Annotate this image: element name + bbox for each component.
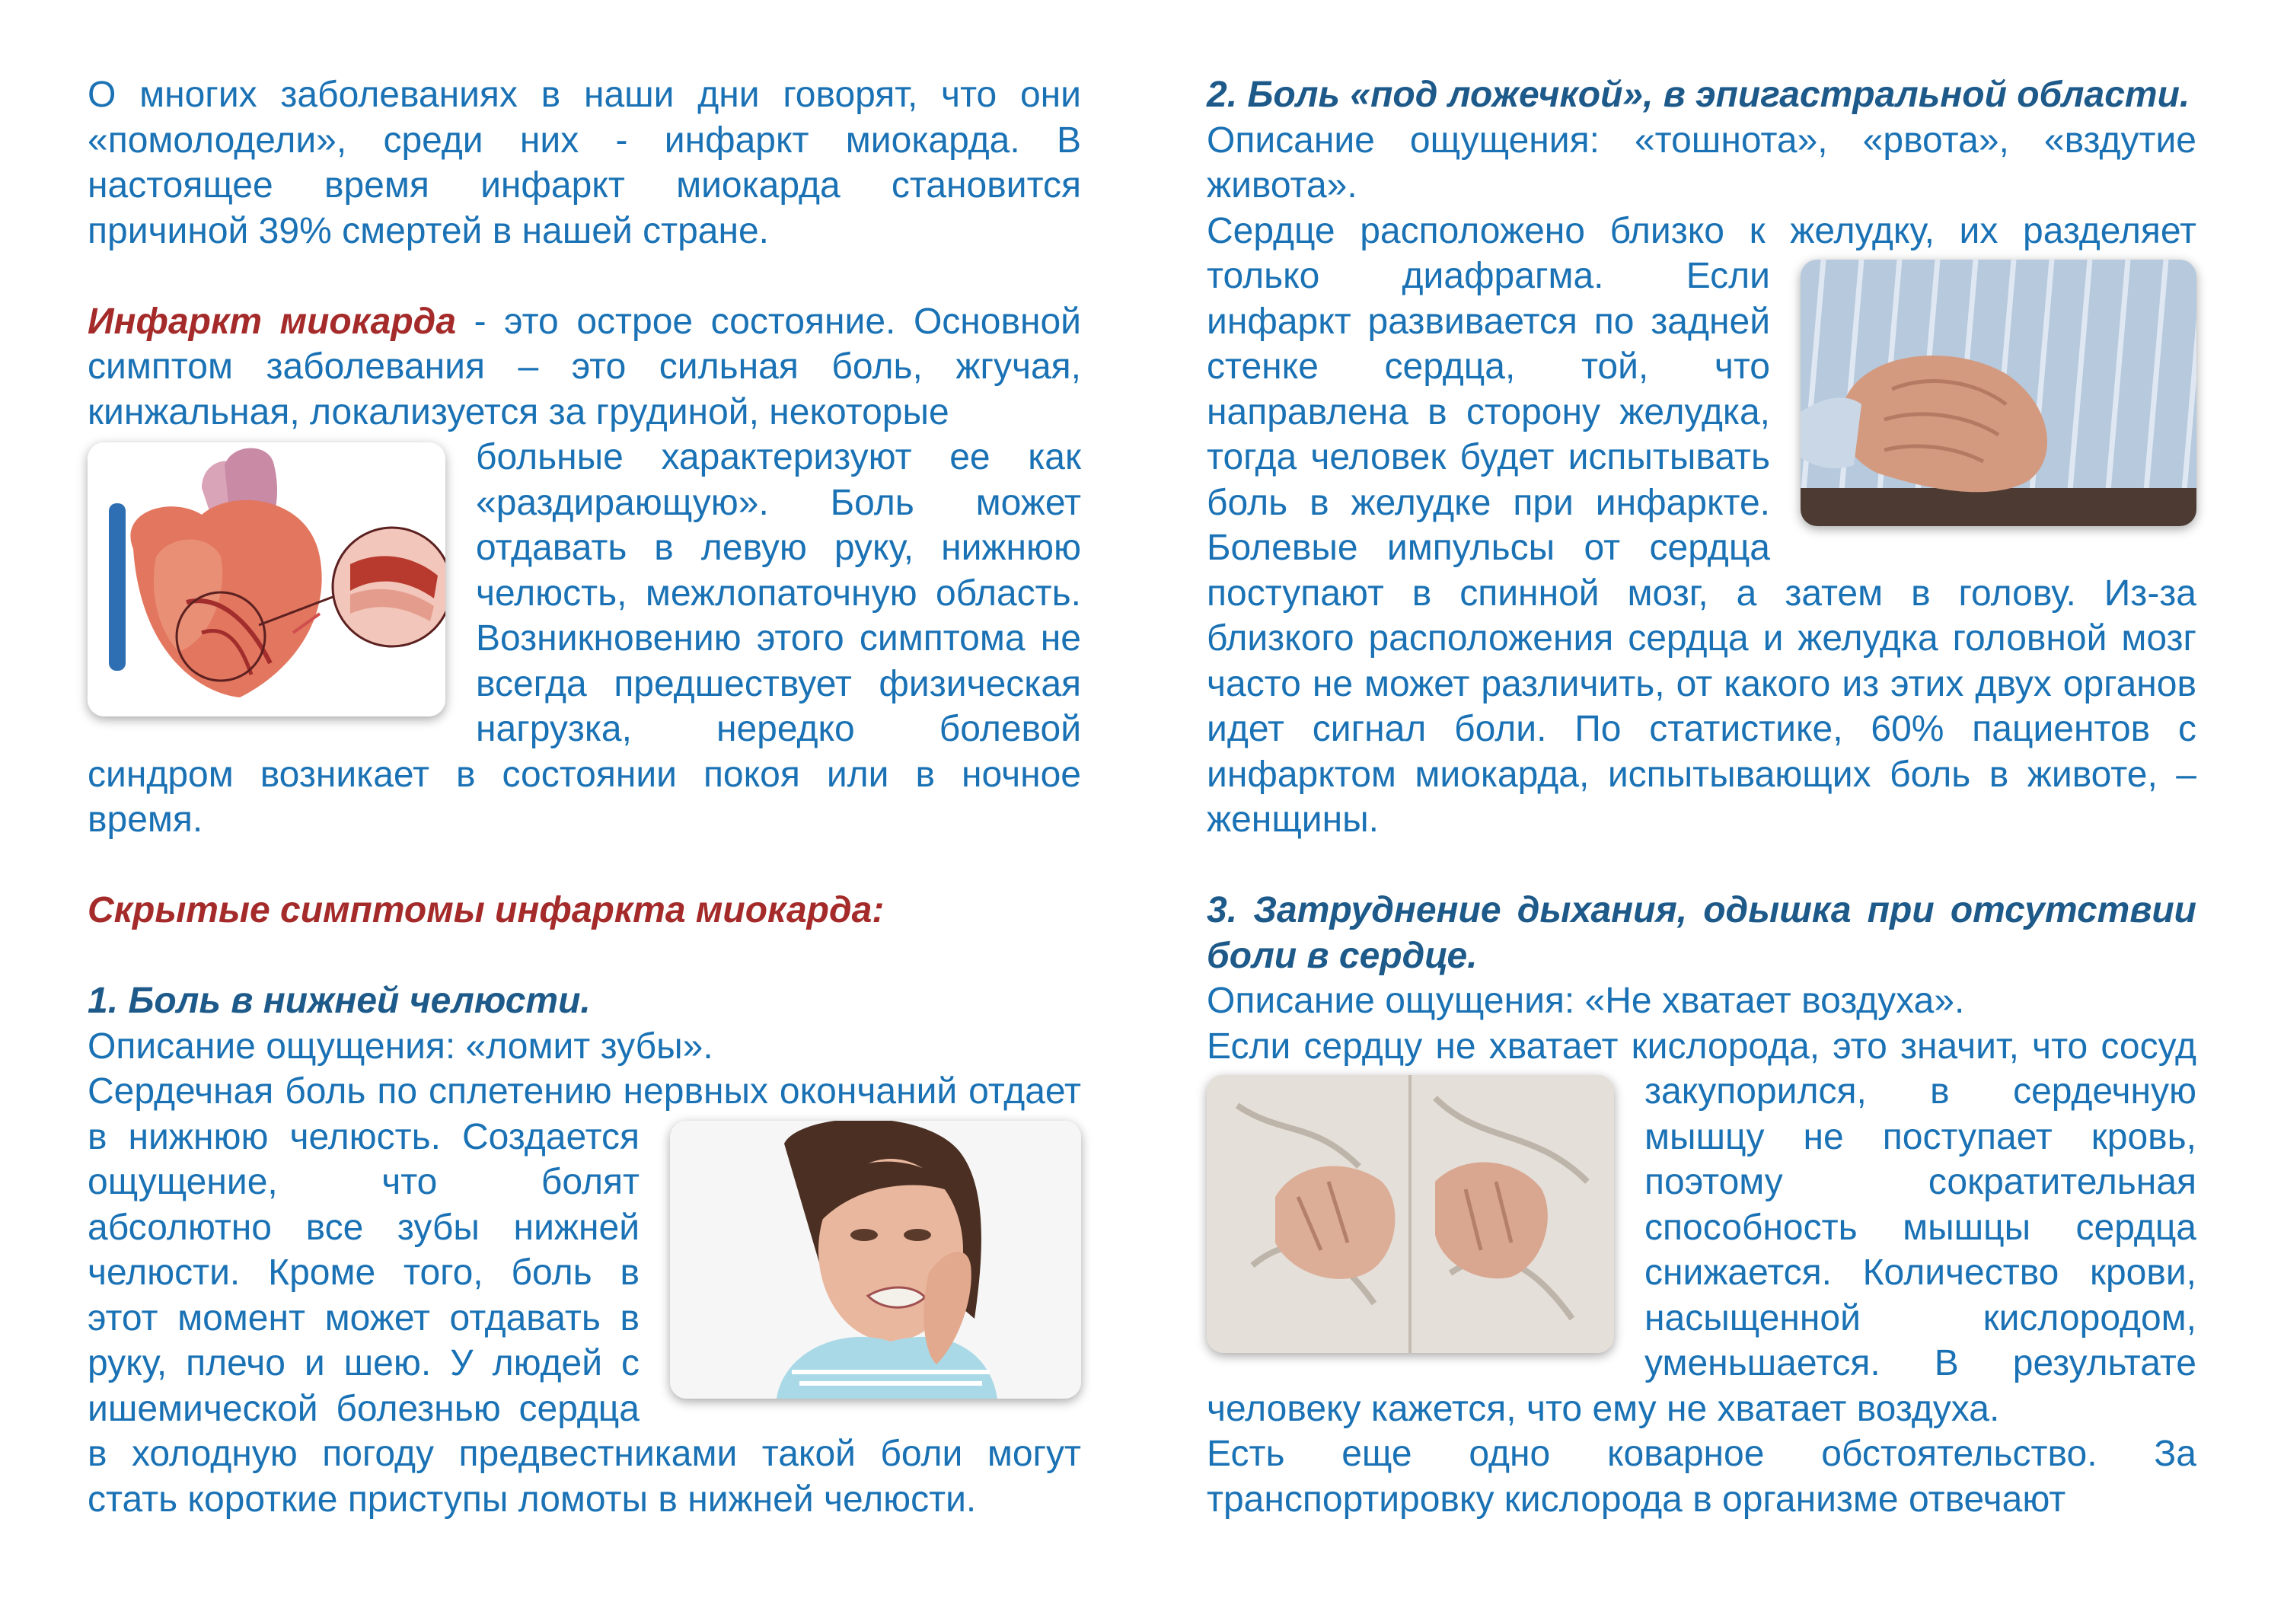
symptom-3-description: Описание ощущения: «Не хватает воздуха». xyxy=(1207,981,1965,1021)
mi-remaining-lines: больные характеризуют ее как «раздирающую». Боль может отдавать в левую руку, нижнюю челюсть, межлопаточную область. Возникновению этого симптома не всегда предшествует физическая нагрузка, нередко болевой синдром возникает в состоянии покоя или в ночное время. xyxy=(88,437,1081,840)
symptom-3-remaining-lines: закупорился, в сердечную мышцу не поступает кровь, поэтому сократительная способность мышцы сердца снижается. Количество крови, насыщенной кислородом, уменьшается. В результате человеку кажется, что ему не хватает воздуха. xyxy=(1207,1071,2196,1429)
heart-icon xyxy=(88,442,445,716)
hand-on-stomach-icon xyxy=(1801,260,2196,526)
intro-paragraph: О многих заболеваниях в наши дни говорят, что они «помолодели», среди них - инфаркт миокарда. В настоящее время инфаркт миокарда становится причиной 39% смертей в нашей стране. xyxy=(88,75,1081,251)
symptom-1-paragraph xyxy=(88,1069,1081,1522)
symptom-3-tail: Есть еще одно коварное обстоятельство. За транспортировку кислорода в организме отвечают xyxy=(1207,1434,2196,1520)
mi-paragraph-start xyxy=(88,299,1081,436)
hidden-symptoms-heading: Скрытые симптомы инфаркта миокарда: xyxy=(88,890,885,930)
mi-text-lead: - это острое состояние. Основной симптом заболевания – это сильная боль, жгучая, кинжальная, локализуется за грудиной, некоторые xyxy=(88,301,1081,432)
stomach-pain-photo xyxy=(1801,260,2196,526)
mi-paragraph xyxy=(88,435,1081,843)
symptom-2-paragraph xyxy=(1207,209,2196,843)
symptom-3-first-line: Если сердцу не хватает кислорода, это значит, что сосуд xyxy=(1207,1026,2196,1067)
symptom-1-first-line: Сердечная боль по сплетению нервных окончаний xyxy=(88,1071,969,1112)
chest-pain-photo xyxy=(1207,1075,1614,1353)
symptom-3-paragraph xyxy=(1207,1024,2196,1432)
symptom-2-heading: 2. Боль «под ложечкой», в эпигастральной области. xyxy=(1207,75,2190,115)
woman-toothache-photo xyxy=(670,1121,1081,1399)
symptom-2-remaining-lines: только диафрагма. Если инфаркт развивается по задней стенке сердца, той, что направлена в сторону желудка, тогда человек будет испытывать боль в желудке при инфаркте. Болевые импульсы от сердца поступают в спинной мозг, а затем в голову. Из-за близкого расположения сердца и желудка головной мозг часто не может различить, от какого из этих двух органов идет сигнал боли. По статистике, 60% пациентов с инфарктом миокарда, испытывающих боль в животе, – женщины. xyxy=(1207,256,2196,840)
symptom-1-heading: 1. Боль в нижней челюсти. xyxy=(88,981,591,1021)
symptom-1-remaining-lines: отдает в нижнюю челюсть. Создается ощущение, что болят абсолютно все зубы нижней челюсти. Кроме того, боль в этот момент может отдавать в руку, плечо и шею. У людей с ишемической болезнью сердца в холодную погоду предвестниками такой боли могут стать короткие приступы ломоты в нижней челюсти. xyxy=(88,1071,1081,1520)
symptom-2-description: Описание ощущения: «тошнота», «рвота», «вздутие живота». xyxy=(1207,120,2196,206)
symptom-1-description: Описание ощущения: «ломит зубы». xyxy=(88,1026,713,1067)
symptom-2-first-line: Сердце расположено близко к желудку, их разделяет xyxy=(1207,210,2196,251)
heart-illustration xyxy=(88,442,445,716)
woman-face-icon xyxy=(670,1121,1081,1399)
hands-on-chest-icon xyxy=(1207,1075,1614,1353)
mi-term: Инфаркт миокарда xyxy=(88,301,457,342)
symptom-3-heading: 3. Затруднение дыхания, одышка при отсутствии боли в сердце. xyxy=(1207,890,2196,976)
left-column xyxy=(88,72,1081,1522)
right-column xyxy=(1207,72,2196,1522)
